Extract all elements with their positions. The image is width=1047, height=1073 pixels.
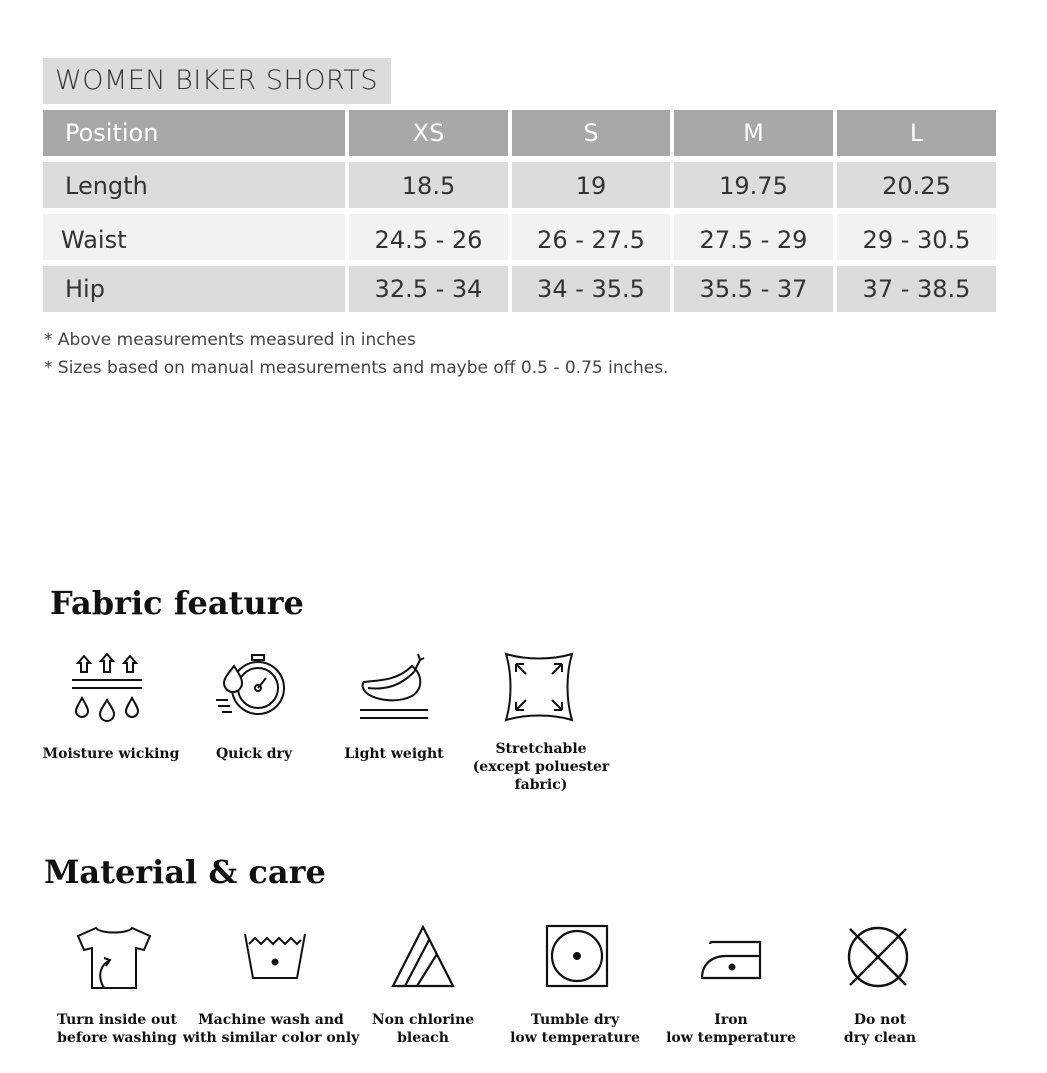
table-cell: 19	[512, 162, 670, 208]
header-xs: XS	[349, 110, 508, 156]
iron-icon	[700, 936, 766, 982]
row-label-hip: Hip	[43, 266, 345, 312]
fabric-feature-title: Fabric feature	[50, 584, 304, 622]
header-s: S	[512, 110, 670, 156]
header-position: Position	[43, 110, 345, 156]
header-m: M	[674, 110, 833, 156]
table-cell: 18.5	[349, 162, 508, 208]
moisture-wicking-icon	[70, 652, 144, 722]
table-cell: 37 - 38.5	[837, 266, 996, 312]
row-label-length: Length	[43, 162, 345, 208]
table-cell: 32.5 - 34	[349, 266, 508, 312]
table-cell: 26 - 27.5	[512, 214, 670, 260]
note-tolerance: * Sizes based on manual measurements and maybe off 0.5 - 0.75 inches.	[44, 358, 669, 378]
quick-dry-label: Quick dry	[215, 746, 293, 762]
note-inches: * Above measurements measured in inches	[44, 330, 416, 350]
row-label-waist: Waist	[43, 214, 345, 260]
header-l: L	[837, 110, 996, 156]
table-cell: 34 - 35.5	[512, 266, 670, 312]
turn-inside-out-label: Turn inside out before washing	[57, 1012, 177, 1046]
table-cell: 19.75	[674, 162, 833, 208]
non-chlorine-bleach-icon	[391, 924, 455, 988]
chart-title: WOMEN BIKER SHORTS	[43, 58, 391, 104]
tumble-dry-label: Tumble dry low temperature	[510, 1012, 640, 1046]
material-care-title: Material & care	[44, 853, 326, 891]
table-cell: 20.25	[837, 162, 996, 208]
stretchable-icon	[502, 650, 576, 724]
table-cell: 29 - 30.5	[837, 214, 996, 260]
quick-dry-icon	[214, 652, 288, 722]
table-cell: 27.5 - 29	[674, 214, 833, 260]
do-not-dry-clean-label: Do not dry clean	[843, 1012, 917, 1046]
machine-wash-icon	[243, 930, 307, 982]
moisture-wicking-label: Moisture wicking	[42, 746, 180, 762]
turn-inside-out-icon	[74, 926, 154, 992]
stretchable-label: Stretchable (except poluester fabric)	[472, 741, 610, 793]
machine-wash-label: Machine wash and with similar color only	[182, 1012, 360, 1046]
tumble-dry-icon	[545, 924, 609, 988]
light-weight-label: Light weight	[344, 746, 444, 762]
table-cell: 24.5 - 26	[349, 214, 508, 260]
light-weight-icon	[356, 652, 430, 722]
non-chlorine-bleach-label: Non chlorine bleach	[371, 1012, 475, 1046]
table-cell: 35.5 - 37	[674, 266, 833, 312]
iron-label: Iron low temperature	[666, 1012, 796, 1046]
do-not-dry-clean-icon	[845, 924, 911, 990]
